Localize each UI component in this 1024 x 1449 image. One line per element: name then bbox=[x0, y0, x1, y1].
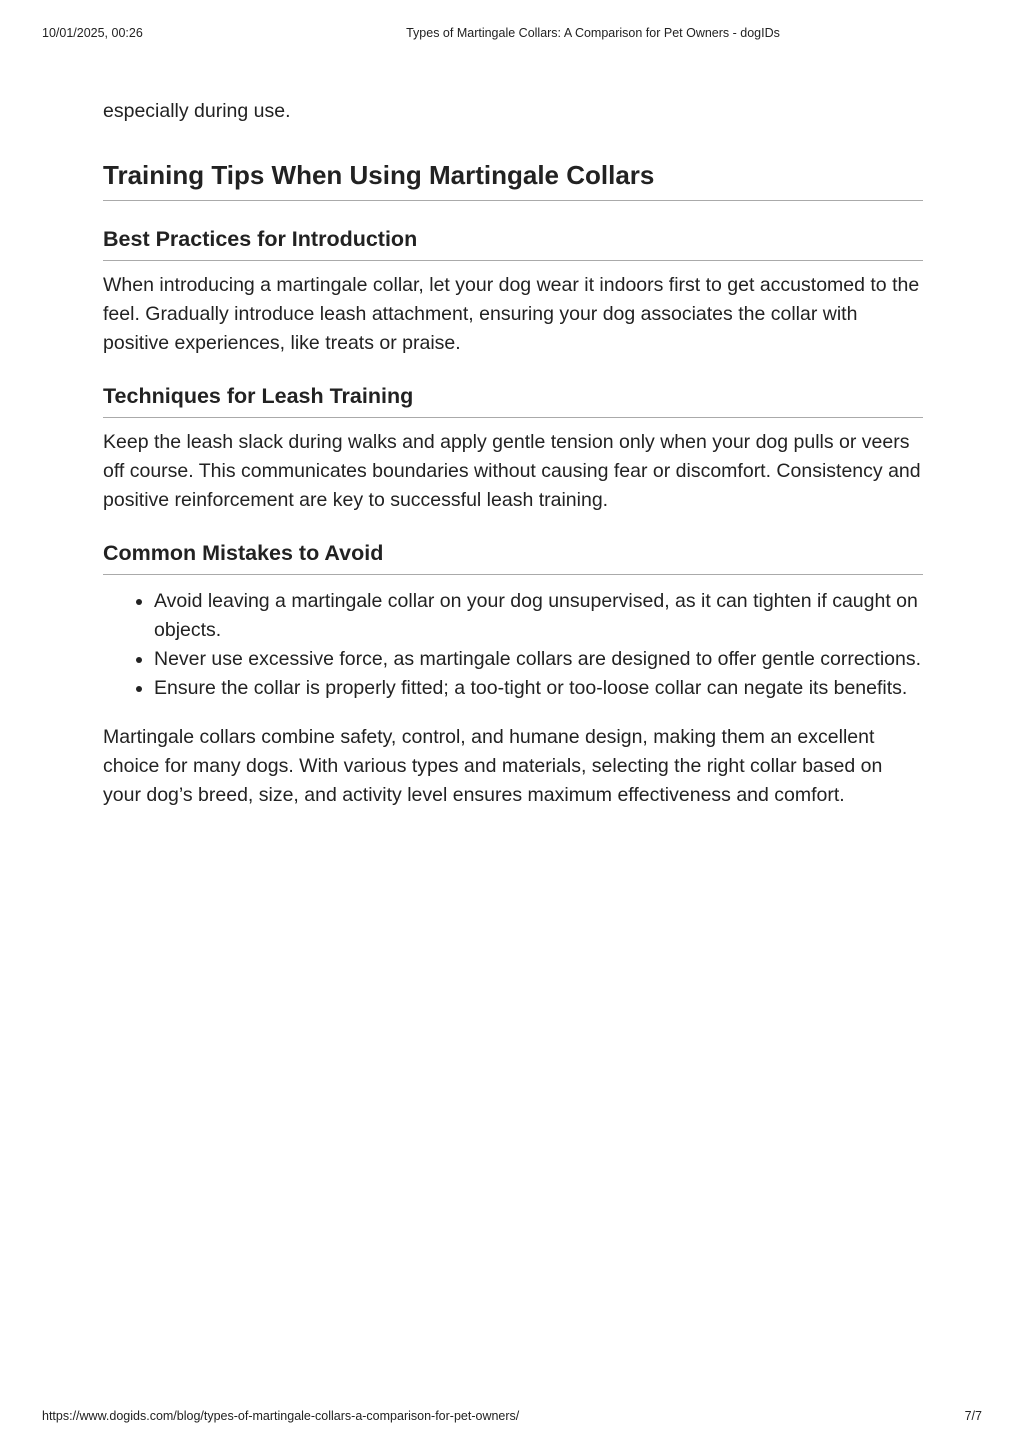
list-item: • Ensure the collar is properly fitted; a too-tight or too-loose collar can negate its benefits. bbox=[154, 674, 923, 703]
print-document-title: Types of Martingale Collars: A Comparison for Pet Owners - dogIDs bbox=[406, 26, 780, 40]
mistakes-heading: Common Mistakes to Avoid bbox=[103, 539, 923, 575]
conclusion-paragraph: Martingale collars combine safety, control, and humane design, making them an excellent choice for many dogs. With various types and materials, selecting the right collar based on your dog’s breed, size, and activity level ensures maximum effectiveness and comfort. bbox=[103, 726, 883, 806]
best-practices-heading: Best Practices for Introduction bbox=[103, 225, 923, 261]
leash-training-heading: Techniques for Leash Training bbox=[103, 382, 923, 418]
page-number: 7/7 bbox=[964, 1409, 982, 1423]
best-practices-paragraph: When introducing a martingale collar, let your dog wear it indoors first to get accustomed to the feel. Gradually introduce leash attachment, ensuring your dog associates the collar with positive experiences, like treats or praise. bbox=[103, 274, 920, 354]
print-footer bbox=[0, 1409, 1024, 1425]
lead-fragment: especially during use. bbox=[103, 100, 291, 122]
list-item: • Avoid leaving a martingale collar on your dog unsupervised, as it can tighten if caught on objects. bbox=[154, 587, 923, 645]
article-content bbox=[103, 97, 923, 810]
leash-training-paragraph: Keep the leash slack during walks and apply gentle tension only when your dog pulls or veers off course. This communicates boundaries without causing fear or discomfort. Consistency and positive reinforcement are key to successful leash training. bbox=[103, 431, 921, 511]
list-item: • Never use excessive force, as martingale collars are designed to offer gentle corrections. bbox=[154, 645, 923, 674]
print-header bbox=[0, 26, 1024, 42]
section-title: Training Tips When Using Martingale Collars bbox=[103, 158, 923, 201]
mistakes-list bbox=[103, 587, 923, 703]
page-url: https://www.dogids.com/blog/types-of-martingale-collars-a-comparison-for-pet-owners/ bbox=[42, 1409, 520, 1423]
print-datetime: 10/01/2025, 00:26 bbox=[42, 26, 143, 40]
